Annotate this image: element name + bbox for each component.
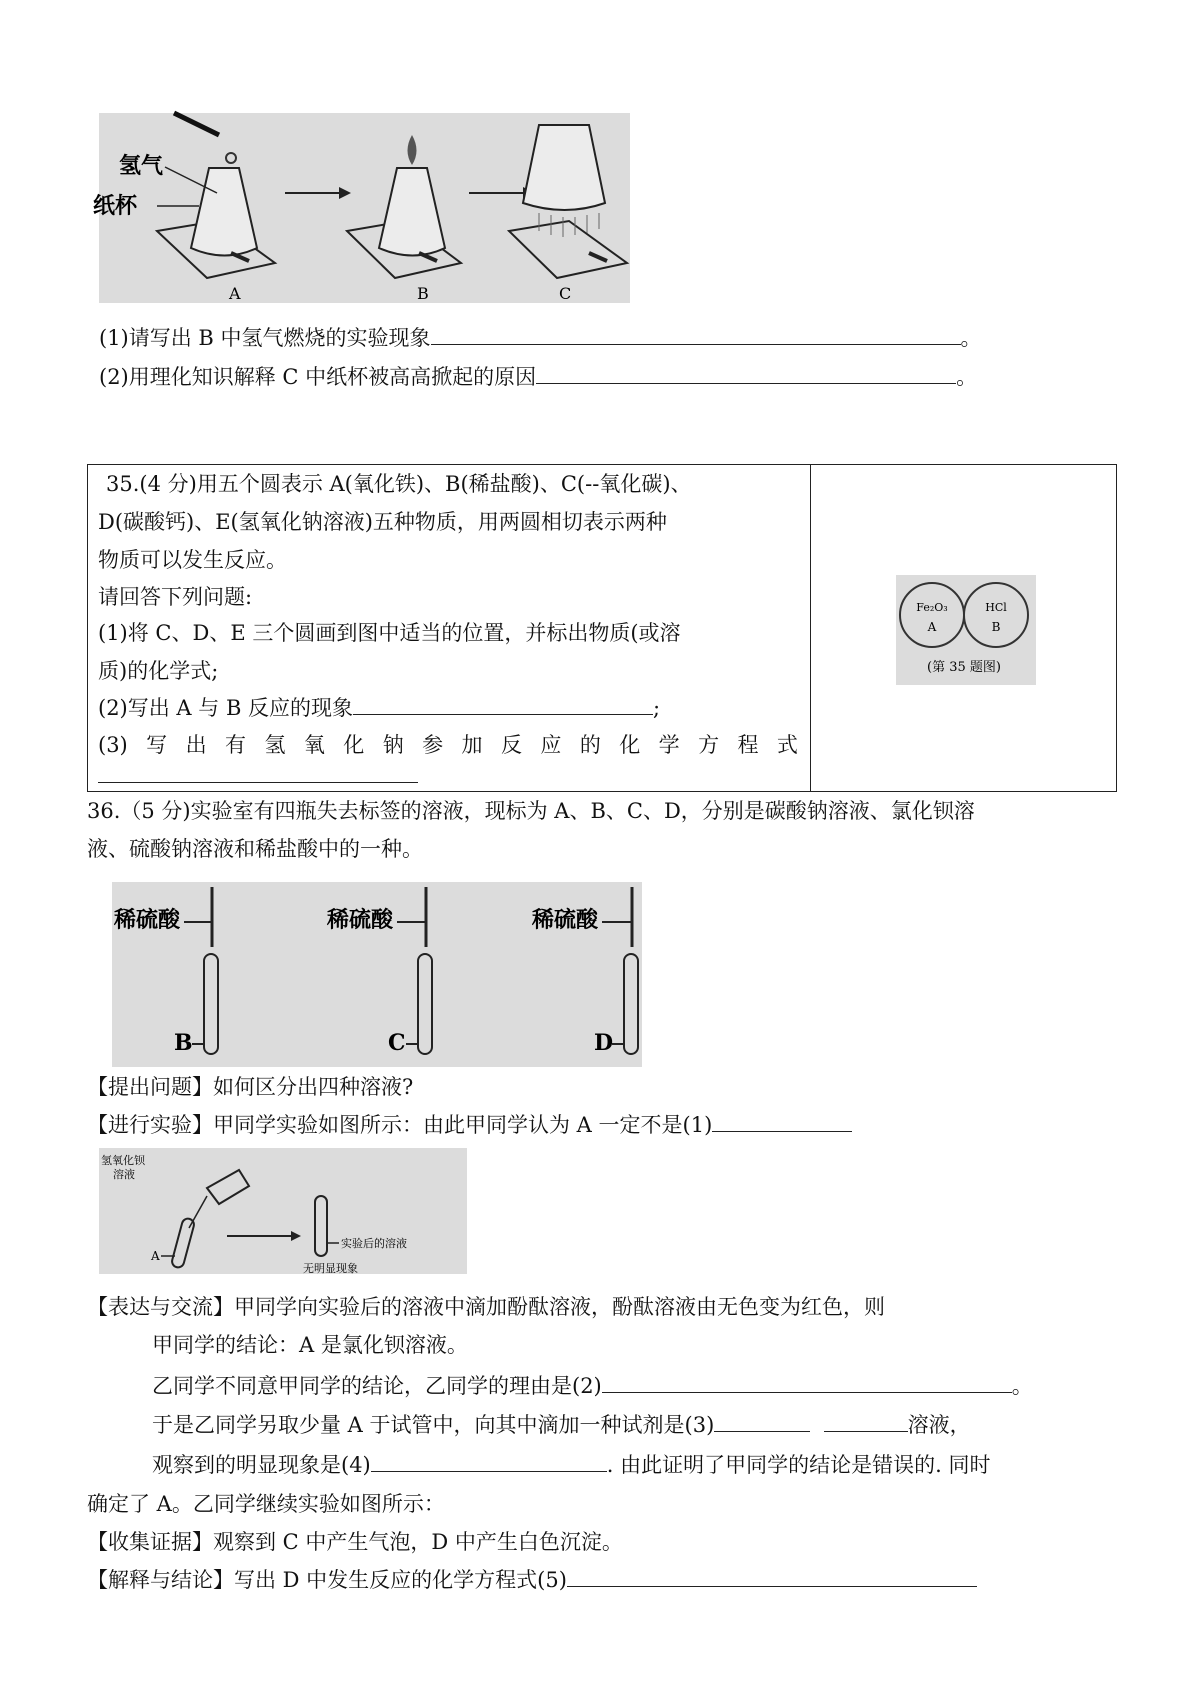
no-change-label: 无明显现象 bbox=[303, 1262, 358, 1275]
tangent-circles-diagram bbox=[896, 575, 1036, 685]
answer-blank[interactable] bbox=[602, 1372, 1012, 1393]
hydrogen-label: 氢气 bbox=[119, 153, 164, 179]
answer-blank[interactable] bbox=[371, 1451, 607, 1472]
circle-b-letter: B bbox=[991, 620, 1001, 634]
q36-express3: 乙同学不同意甲同学的结论，乙同学的理由是(2) 。 bbox=[152, 1374, 1033, 1398]
answer-blank[interactable] bbox=[353, 694, 653, 715]
circle-a-letter: A bbox=[927, 620, 937, 634]
answer-blank[interactable] bbox=[567, 1566, 977, 1587]
q34-part1: (1)请写出 B 中氢气燃烧的实验现象 。 bbox=[99, 326, 982, 350]
tube-a-label: A bbox=[151, 1249, 160, 1263]
reagent-label-2: 溶液 bbox=[113, 1168, 135, 1181]
cup-label: 纸杯 bbox=[93, 193, 138, 219]
acid-tubes-diagram bbox=[112, 882, 642, 1067]
test-tube-d bbox=[624, 954, 638, 1054]
q35-line5: (1)将 C、D、E 三个圆画到图中适当的位置，并标出物质(或溶 bbox=[98, 621, 681, 645]
tube-c-label: C bbox=[388, 1030, 406, 1056]
paper-cup-c bbox=[523, 125, 605, 210]
q35-line8: (3) 写 出 有 氢 氧 化 钠 参 加 反 应 的 化 学 方 程 式 bbox=[98, 733, 798, 757]
q35-line9 bbox=[98, 761, 418, 791]
experiment-diagram bbox=[99, 1148, 467, 1274]
q36-express4: 于是乙同学另取少量 A 于试管中，向其中滴加一种试剂是(3) 溶液， bbox=[152, 1413, 971, 1437]
circle-a bbox=[900, 583, 964, 647]
answer-blank[interactable] bbox=[431, 324, 961, 345]
tube-d-label: D bbox=[594, 1030, 614, 1056]
q35-line1: 35.(4 分)用五个圆表示 A(氧化铁)、B(稀盐酸)、C(--氧化碳)、 bbox=[106, 472, 692, 496]
hydrogen-cup-figure bbox=[93, 113, 630, 303]
q36-line2: 液、硫酸钠溶液和稀盐酸中的一种。 bbox=[87, 837, 423, 861]
test-tube-c bbox=[418, 954, 432, 1054]
label-a: A bbox=[229, 284, 241, 303]
q35-line4: 请回答下列问题: bbox=[98, 585, 253, 609]
answer-blank[interactable] bbox=[824, 1411, 908, 1432]
q35-line6: 质)的化学式; bbox=[98, 659, 219, 683]
acid-label-3: 稀硫酸 bbox=[532, 907, 599, 933]
q35-figure-cell bbox=[811, 465, 1117, 792]
q35-text-cell bbox=[88, 465, 811, 792]
paper-cup-a bbox=[191, 168, 257, 256]
test-tube-a bbox=[171, 1217, 196, 1268]
q36-experiment: 【进行实验】甲同学实验如图所示：由此甲同学认为 A 一定不是(1) bbox=[87, 1110, 852, 1140]
paper-cup-b bbox=[379, 168, 445, 256]
q35-line3: 物质可以发生反应。 bbox=[98, 548, 287, 572]
reagent-label: 氢氧化钡 bbox=[101, 1154, 145, 1167]
q35-figure-caption: (第 35 题图) bbox=[927, 660, 1001, 675]
label-c: C bbox=[559, 284, 572, 303]
tube-b-label: B bbox=[174, 1030, 193, 1056]
acid-tubes-figure bbox=[112, 882, 642, 1067]
q36-conclusion: 【解释与结论】写出 D 中发生反应的化学方程式(5) bbox=[87, 1565, 977, 1595]
answer-blank[interactable] bbox=[98, 762, 418, 783]
q36-evidence: 【收集证据】观察到 C 中产生气泡，D 中产生白色沉淀。 bbox=[87, 1530, 623, 1554]
q35-line7: (2)写出 A 与 B 反应的现象 ; bbox=[98, 696, 661, 720]
answer-blank[interactable] bbox=[536, 363, 956, 384]
q36-express5: 观察到的明显现象是(4) . 由此证明了甲同学的结论是错误的. 同时 bbox=[152, 1453, 991, 1477]
q36-question: 【提出问题】如何区分出四种溶液? bbox=[87, 1075, 414, 1099]
acid-label-1: 稀硫酸 bbox=[114, 907, 181, 933]
circle-b-formula: HCl bbox=[985, 601, 1007, 614]
paper-plate-c bbox=[509, 221, 627, 278]
circle-b bbox=[964, 583, 1028, 647]
flame-icon bbox=[408, 135, 417, 165]
test-tube-b bbox=[204, 954, 218, 1054]
q36-line1: 36.（5 分)实验室有四瓶失去标签的溶液，现标为 A、B、C、D，分别是碳酸钠溶液、氯化钡溶 bbox=[87, 799, 975, 823]
reagent-bottle bbox=[207, 1170, 249, 1204]
experiment-figure bbox=[99, 1148, 467, 1274]
q34-part2: (2)用理化知识解释 C 中纸杯被高高掀起的原因 。 bbox=[99, 365, 978, 389]
q35-line2: D(碳酸钙)、E(氢氧化钠溶液)五种物质，用两圆相切表示两种 bbox=[98, 510, 667, 534]
q35-table bbox=[87, 464, 1117, 792]
circle-a-formula: Fe₂O₃ bbox=[916, 601, 948, 614]
q36-express2: 甲同学的结论：A 是氯化钡溶液。 bbox=[152, 1333, 468, 1357]
hydrogen-cup-diagram bbox=[93, 113, 630, 303]
answer-blank[interactable] bbox=[714, 1411, 810, 1432]
acid-label-2: 稀硫酸 bbox=[327, 907, 394, 933]
answer-blank[interactable] bbox=[712, 1111, 852, 1132]
q36-express6: 确定了 A。乙同学继续实验如图所示： bbox=[87, 1492, 445, 1516]
q35-figure bbox=[896, 575, 1036, 685]
q36-express1: 【表达与交流】甲同学向实验后的溶液中滴加酚酞溶液，酚酞溶液由无色变为红色，则 bbox=[87, 1295, 885, 1319]
label-b: B bbox=[417, 284, 429, 303]
after-label: 实验后的溶液 bbox=[341, 1237, 407, 1250]
test-tube-after bbox=[315, 1196, 327, 1256]
match-stick bbox=[174, 113, 219, 135]
